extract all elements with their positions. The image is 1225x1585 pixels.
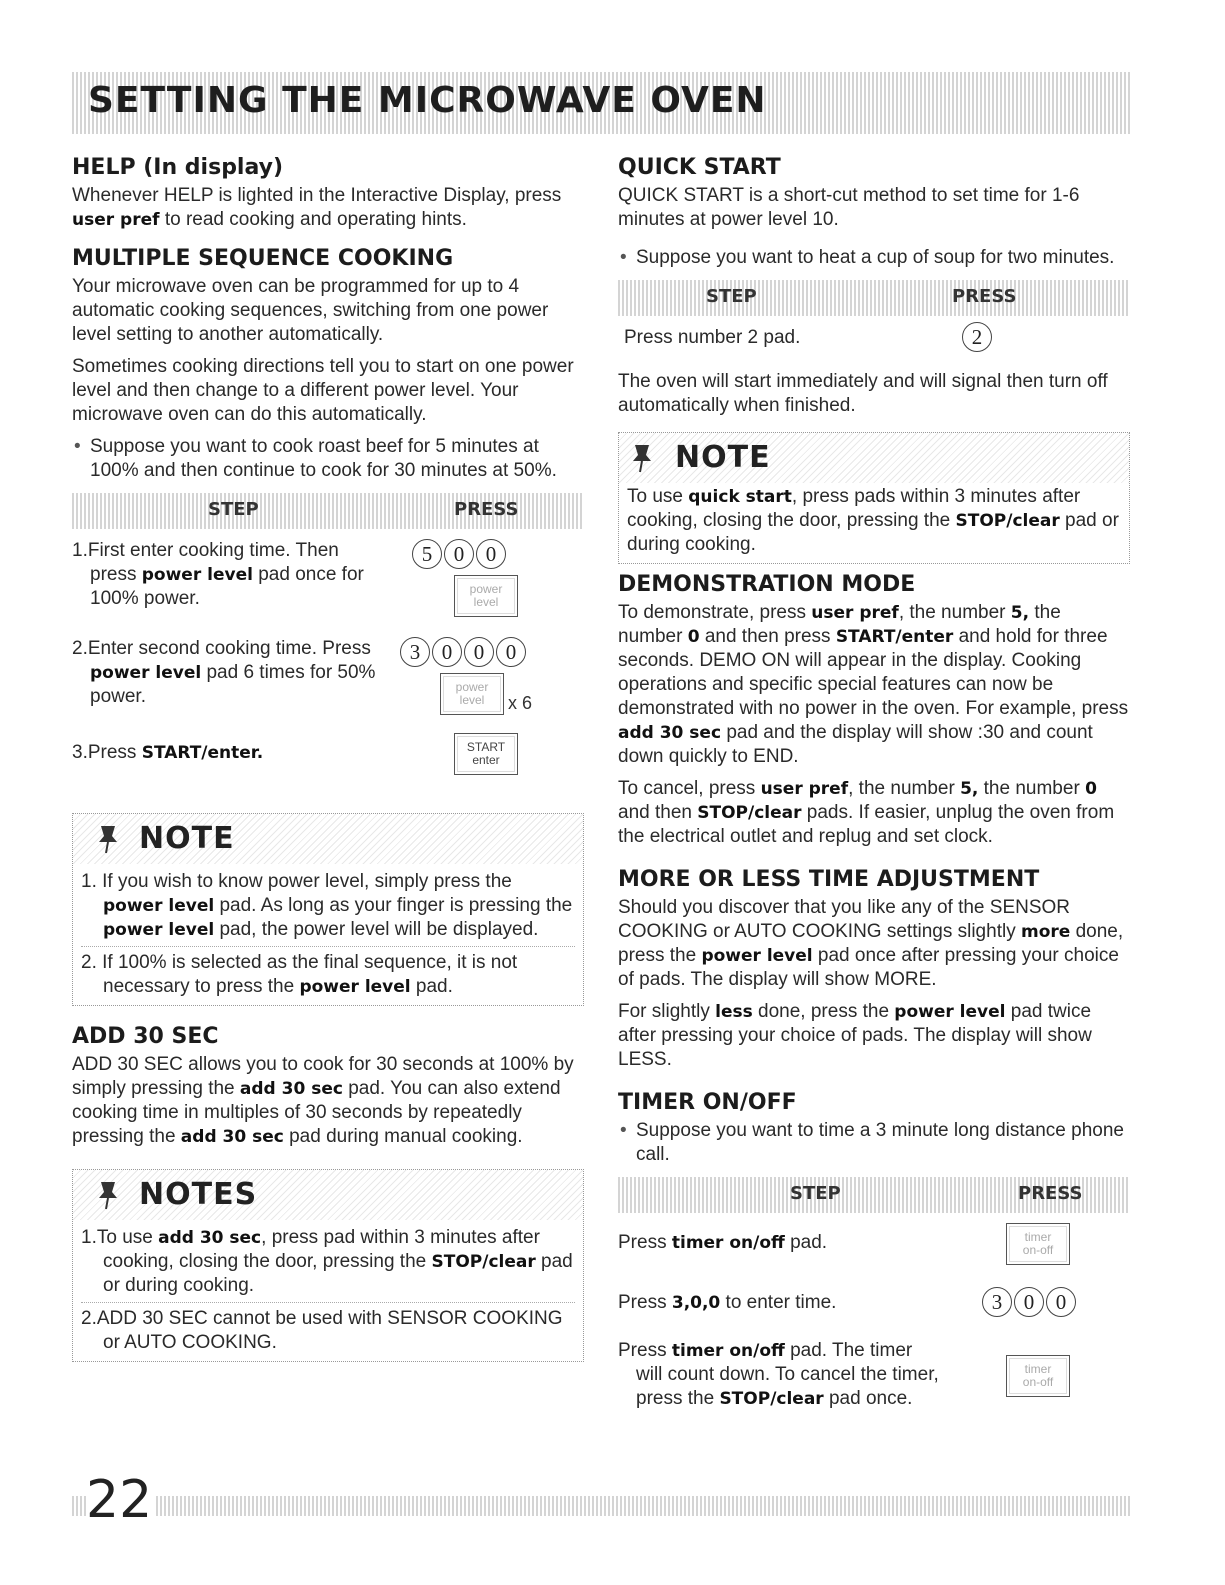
power-level-pad[interactable]: power level bbox=[454, 575, 518, 617]
left-column bbox=[72, 155, 584, 1370]
digit-0-pad[interactable]: 0 bbox=[444, 539, 474, 569]
press-label: PRESS bbox=[454, 499, 519, 520]
timer-on-off-pad[interactable]: timer on-off bbox=[1006, 1223, 1070, 1265]
multi-p2: Sometimes cooking directions tell you to start on one power level and then change to a different power level. Your microwave oven can do this automatically. bbox=[72, 356, 574, 425]
timer-step-2: Press 3,0,0 to enter time. 3 0 0 bbox=[618, 1287, 1130, 1339]
quick-bullets bbox=[618, 246, 1130, 270]
demo-heading: DEMONSTRATION MODE bbox=[618, 572, 916, 597]
notes-title: NOTES bbox=[139, 1177, 258, 1212]
press-label: PRESS bbox=[1018, 1183, 1083, 1204]
page-footer bbox=[72, 1470, 1130, 1530]
digit-2-pad[interactable]: 2 bbox=[962, 322, 992, 352]
timer-heading: TIMER ON/OFF bbox=[618, 1090, 797, 1115]
power-level-pad[interactable]: power level bbox=[440, 673, 504, 715]
pushpin-icon bbox=[629, 443, 657, 473]
note-box-quick-start bbox=[618, 432, 1130, 564]
start-enter-pad[interactable]: START enter bbox=[454, 733, 518, 775]
quick-step-header bbox=[618, 280, 1130, 316]
timer-bullets bbox=[618, 1119, 1130, 1167]
digit-0-pad[interactable]: 0 bbox=[464, 637, 494, 667]
note-title: NOTE bbox=[675, 440, 771, 475]
quick-step-1: Press number 2 pad. 2 bbox=[618, 326, 1130, 370]
timer-step-header bbox=[618, 1177, 1130, 1213]
multi-step-header bbox=[72, 493, 584, 529]
note-item-2: 2. If 100% is selected as the final sequence, it is not necessary to press the power level pad. bbox=[81, 952, 518, 997]
notes-box-add30 bbox=[72, 1169, 584, 1362]
notes-item-1: 1.To use add 30 sec, press pad within 3 minutes after cooking, closing the door, pressing the STOP/clear pad or during cooking. bbox=[81, 1227, 573, 1296]
multi-step-2-digits bbox=[400, 637, 526, 667]
help-text: Whenever HELP is lighted in the Interactive Display, press user pref to read cooking and operating hints. bbox=[72, 185, 562, 230]
multi-bullet: • Suppose you want to cook roast beef for 5 minutes at 100% and then continue to cook for 30 minutes at 50%. bbox=[72, 435, 584, 483]
digit-0-pad[interactable]: 0 bbox=[496, 637, 526, 667]
page-title: SETTING THE MICROWAVE OVEN bbox=[88, 80, 767, 121]
add30-text: ADD 30 SEC allows you to cook for 30 seconds at 100% by simply pressing the add 30 sec pad. You can also extend cooking time in multiples of 30 seconds by repeatedly pressing the add 30 sec pad during manual cooking. bbox=[72, 1054, 574, 1147]
note-item-1: 1. If you wish to know power level, simply press the power level pad. As long as your finger is pressing the power level pad, the power level will be displayed. bbox=[81, 871, 573, 940]
timer-step-3: Press timer on/off pad. The timer will count down. To cancel the timer, press the STOP/clear pad once. timer on-off bbox=[618, 1339, 1130, 1419]
digit-0-pad[interactable]: 0 bbox=[1014, 1287, 1044, 1317]
timer-step-2-digits bbox=[982, 1287, 1076, 1317]
multi-p1: Your microwave oven can be programmed for up to 4 automatic cooking sequences, switching from one power level setting to another automatically. bbox=[72, 276, 549, 345]
demo-p1: To demonstrate, press user pref, the number 5, the number 0 and then press START/enter and hold for three seconds. DEMO ON will appear in the display. Cooking operations and specific special features can now be demonstrated with no power in the oven. For example, press add 30 sec pad and the display will show :30 and count down quickly to END. bbox=[618, 602, 1129, 767]
press-label: PRESS bbox=[952, 286, 1017, 307]
multi-step-2: 2.Enter second cooking time. Press power level pad 6 times for 50% power. 3 0 0 0 power level x 6 bbox=[72, 638, 533, 713]
step-label: STEP bbox=[706, 286, 757, 307]
times-six-label: x 6 bbox=[508, 693, 533, 713]
note-title: NOTE bbox=[139, 821, 235, 856]
multi-bullets bbox=[72, 435, 584, 483]
more-heading: MORE OR LESS TIME ADJUSTMENT bbox=[618, 867, 1040, 892]
help-heading: HELP (In display) bbox=[72, 155, 284, 180]
quick-p2: The oven will start immediately and will signal then turn off automatically when finished. bbox=[618, 371, 1108, 416]
more-p1: Should you discover that you like any of the SENSOR COOKING or AUTO COOKING settings slightly more done, press the power level pad once after pressing your choice of pads. The display will show MORE. bbox=[618, 897, 1124, 990]
digit-3-pad[interactable]: 3 bbox=[400, 637, 430, 667]
page-banner bbox=[72, 72, 1130, 134]
timer-on-off-pad[interactable]: timer on-off bbox=[1006, 1355, 1070, 1397]
digit-0-pad[interactable]: 0 bbox=[432, 637, 462, 667]
digit-0-pad[interactable]: 0 bbox=[1046, 1287, 1076, 1317]
multi-heading: MULTIPLE SEQUENCE COOKING bbox=[72, 246, 454, 271]
multi-step-1: 1.First enter cooking time. Then press power level pad once for 100% power. 5 0 0 power level bbox=[72, 539, 584, 631]
notes-item-2: 2.ADD 30 SEC cannot be used with SENSOR COOKING or AUTO COOKING. bbox=[81, 1308, 563, 1353]
more-p2: For slightly less done, press the power level pad twice after pressing your choice of pads. The display will show LESS. bbox=[618, 1001, 1092, 1070]
multi-step-3: 3.Press START/enter. START enter bbox=[72, 733, 584, 799]
note-quick-start-text: To use quick start, press pads within 3 minutes after cooking, closing the door, pressing the STOP/clear pad or during cooking. bbox=[627, 486, 1119, 555]
digit-3-pad[interactable]: 3 bbox=[982, 1287, 1012, 1317]
quick-p1: QUICK START is a short-cut method to set time for 1-6 minutes at power level 10. bbox=[618, 185, 1080, 230]
pushpin-icon bbox=[95, 1180, 123, 1210]
digit-0-pad[interactable]: 0 bbox=[476, 539, 506, 569]
quick-bullet: • Suppose you want to heat a cup of soup for two minutes. bbox=[618, 246, 1130, 270]
digit-5-pad[interactable]: 5 bbox=[412, 539, 442, 569]
quick-heading: QUICK START bbox=[618, 155, 781, 180]
page-number: 22 bbox=[86, 1470, 156, 1530]
demo-p2: To cancel, press user pref, the number 5, the number 0 and then STOP/clear pads. If easier, unplug the oven from the electrical outlet and replug and set clock. bbox=[618, 778, 1115, 847]
add30-heading: ADD 30 SEC bbox=[72, 1024, 219, 1049]
note-box-power-level bbox=[72, 813, 584, 1006]
step-label: STEP bbox=[790, 1183, 841, 1204]
right-column bbox=[618, 155, 1130, 1419]
timer-step-1: Press timer on/off pad. timer on-off bbox=[618, 1223, 1130, 1281]
timer-bullet: • Suppose you want to time a 3 minute long distance phone call. bbox=[618, 1119, 1130, 1167]
pushpin-icon bbox=[95, 824, 123, 854]
multi-step-1-digits bbox=[412, 539, 506, 569]
step-label: STEP bbox=[208, 499, 259, 520]
